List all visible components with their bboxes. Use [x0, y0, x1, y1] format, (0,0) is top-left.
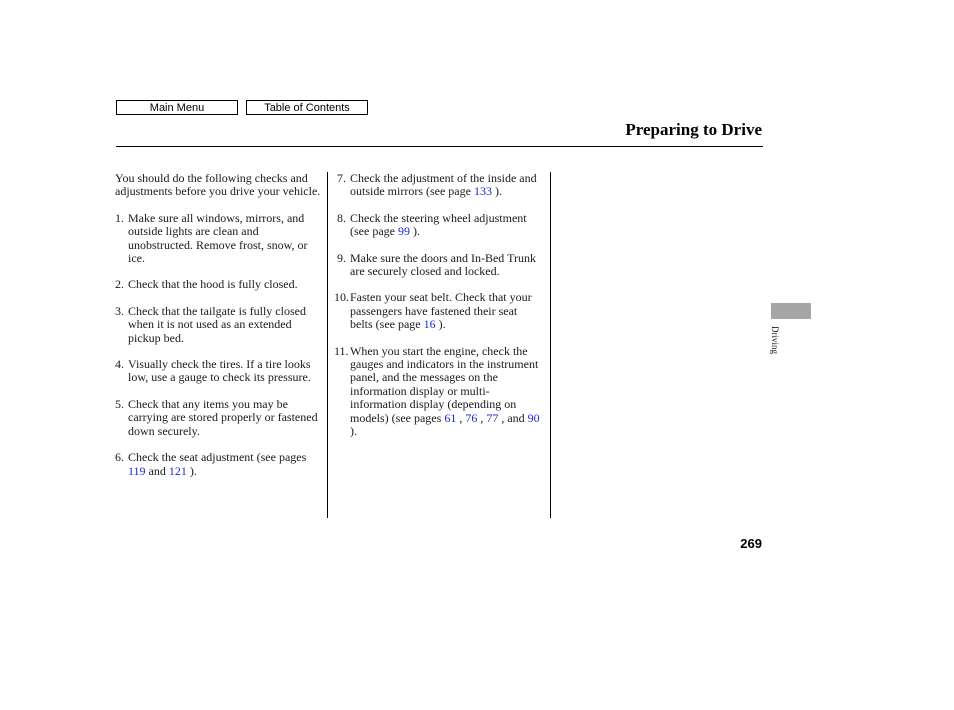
item-text: Visually check the tires. If a tire looks low, use a gauge to check its pressure.	[128, 357, 311, 385]
item-text: Check that any items you may be carrying are stored properly or fastened down securely.	[128, 396, 318, 438]
page-link-121[interactable]: 121	[168, 463, 187, 478]
item-text: Check the adjustment of the inside and outside mirrors (see page	[350, 171, 537, 199]
list-item	[334, 345, 542, 439]
item-number: 9.	[337, 250, 346, 265]
page-number: 269	[740, 536, 762, 551]
section-tab[interactable]	[771, 303, 811, 319]
intro-paragraph: You should do the following checks and adjustments before you drive your vehicle.	[115, 171, 321, 199]
section-tab-label: Driving	[770, 326, 780, 354]
main-menu-button[interactable]: Main Menu	[116, 100, 238, 115]
list-item	[334, 252, 542, 279]
item-text: Check that the tailgate is fully closed when it is not used as an extended pickup bed.	[128, 303, 306, 345]
column-divider-2	[550, 172, 551, 518]
list-item	[334, 172, 542, 199]
page-link-61[interactable]: 61	[444, 410, 457, 425]
item-text: ).	[491, 184, 502, 199]
page-link-77[interactable]: 77	[486, 410, 499, 425]
list-item	[115, 451, 323, 478]
left-column	[115, 172, 323, 478]
item-text: Fasten your seat belt. Check that your passengers have fastened their seat belts (see page	[350, 290, 532, 332]
table-of-contents-button[interactable]: Table of Contents	[246, 100, 368, 115]
item-text: ,	[456, 410, 466, 425]
item-text: Check the seat adjustment (see pages	[128, 450, 307, 465]
list-item	[334, 212, 542, 239]
item-text: , and	[498, 410, 528, 425]
page-link-76[interactable]: 76	[465, 410, 478, 425]
item-text: ).	[350, 424, 357, 439]
list-item	[115, 305, 323, 345]
item-text: Make sure all windows, mirrors, and outside lights are clean and unobstructed. Remove frost, snow, or ice.	[128, 210, 308, 266]
title-divider	[116, 146, 763, 147]
right-column	[334, 172, 542, 439]
list-item	[115, 398, 323, 438]
item-number: 11.	[334, 343, 349, 358]
item-text: When you start the engine, check the gauges and indicators in the instrument panel, and the messages on the information display or multi-information display (depending on models) (see pages	[350, 343, 539, 425]
item-text: ,	[477, 410, 487, 425]
page-link-133[interactable]: 133	[473, 184, 492, 199]
list-item	[115, 212, 323, 266]
item-text: ).	[409, 224, 420, 239]
item-number: 1.	[115, 210, 124, 225]
list-item	[115, 358, 323, 385]
page-link-119[interactable]: 119	[128, 463, 146, 478]
item-number: 4.	[115, 357, 124, 372]
item-number: 6.	[115, 450, 124, 465]
page-link-99[interactable]: 99	[397, 224, 410, 239]
item-text: and	[145, 463, 169, 478]
item-text: ).	[186, 463, 197, 478]
page-link-90[interactable]: 90	[527, 410, 540, 425]
item-text: Check that the hood is fully closed.	[128, 277, 298, 292]
list-item	[115, 278, 323, 291]
item-number: 10.	[334, 290, 349, 305]
list-item	[334, 291, 542, 331]
item-number: 2.	[115, 277, 124, 292]
page-title: Preparing to Drive	[625, 120, 762, 139]
item-number: 3.	[115, 303, 124, 318]
item-text: ).	[435, 317, 446, 332]
item-number: 5.	[115, 396, 124, 411]
item-text: Make sure the doors and In-Bed Trunk are securely closed and locked.	[350, 250, 536, 279]
column-divider-1	[327, 172, 328, 518]
item-text: Check the steering wheel adjustment (see page	[350, 210, 527, 239]
page-link-16[interactable]: 16	[423, 317, 436, 332]
item-number: 7.	[337, 171, 346, 185]
item-number: 8.	[337, 210, 346, 225]
